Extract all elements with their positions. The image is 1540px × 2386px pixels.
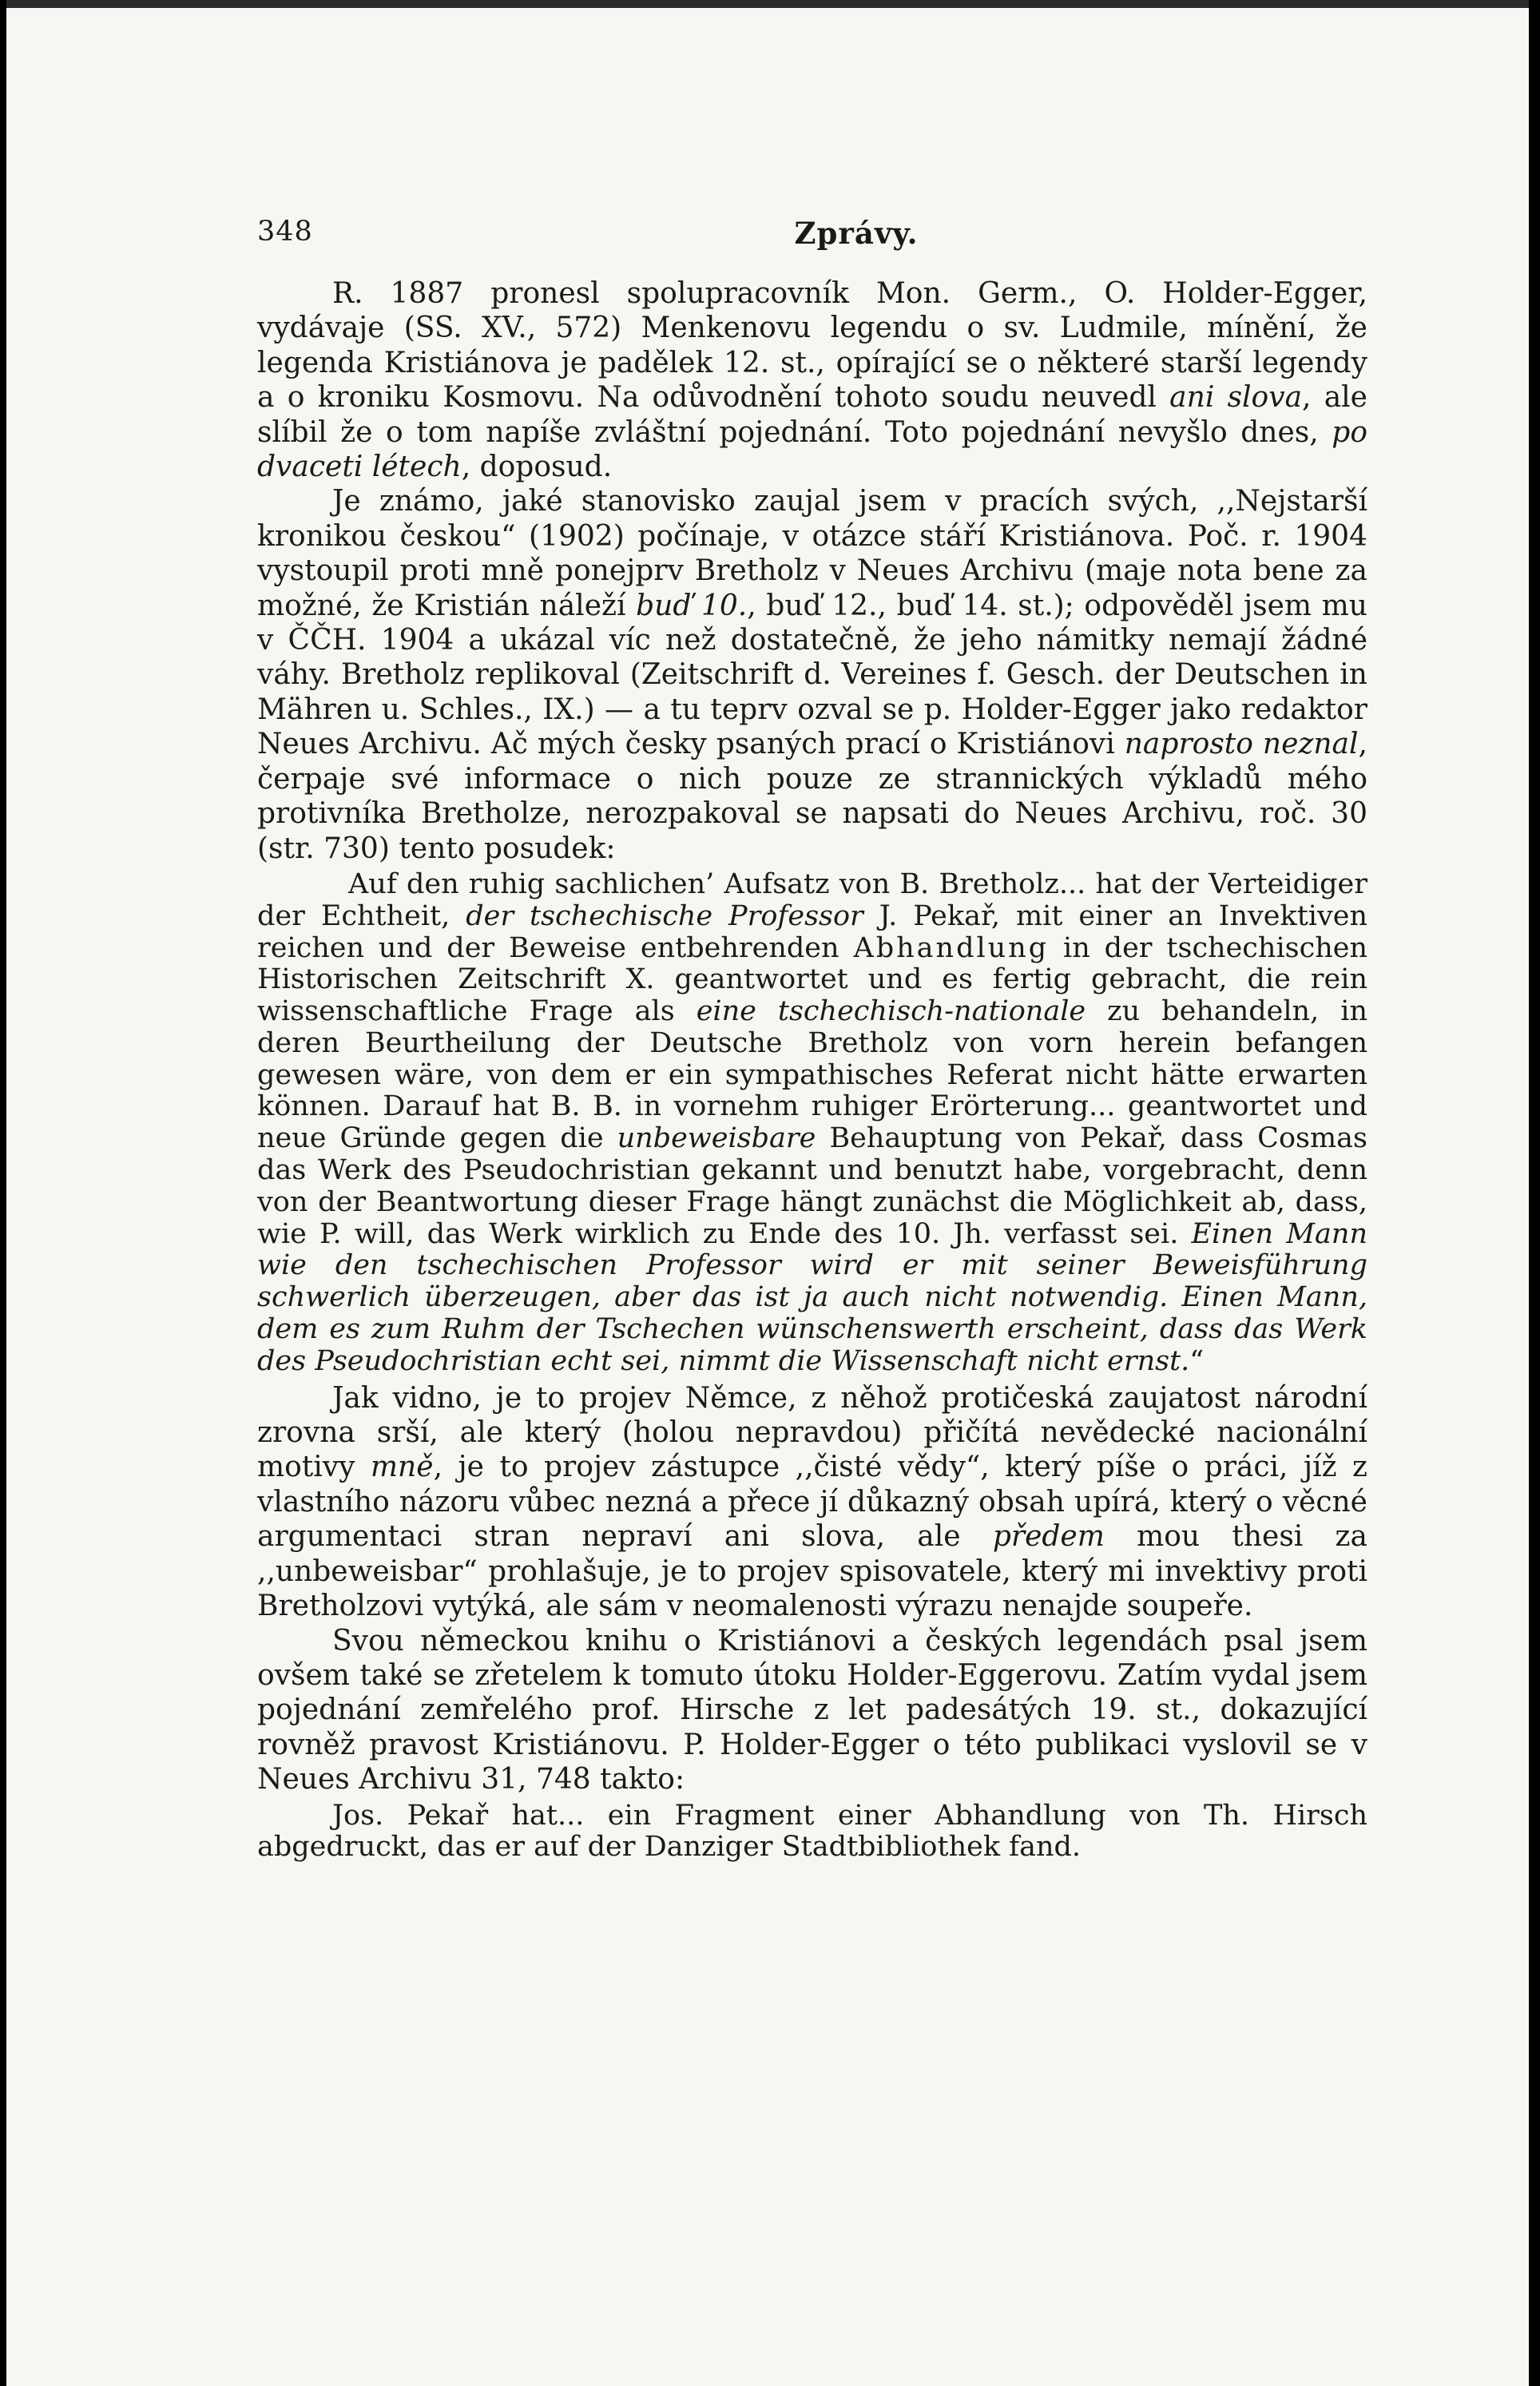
q1-text: Auf den ruhig sachlichen’ Aufsatz von B. Bretholz... hat der Verteidiger der Echtheit, (257, 867, 1367, 932)
paragraph-3 (257, 1381, 1367, 1624)
q1-text-4: zu behandeln, in deren Beurtheilung der Deutsche Bretholz von vorn herein befangen gewesen wäre, von dem er ein sympathisches Referat nicht hätte erwarten können. Darauf hat B. B. in vornehm ruhiger Erörterung... geantwortet und neue Gründe gegen die (257, 995, 1367, 1155)
running-title: Zprávy. (794, 216, 919, 251)
q1-emphasis-2: eine tschechisch-nationale (696, 995, 1086, 1028)
q1-spaced-word: Abhandlung (853, 931, 1050, 964)
page-number: 348 (257, 216, 313, 248)
q2-text: Jos. Pekař hat... ein Fragment einer Abhandlung von Th. Hirsch abgedruckt, das er auf der Danziger Stadtbibliothek fand. (257, 1799, 1367, 1864)
body-text (257, 276, 1367, 1864)
p4-text: Svou německou knihu o Kristiánovi a českých legendách psal jsem ovšem také se zřetelem k tomuto útoku Holder-Eggerovu. Zatím vydal jsem pojednání zemřelého prof. Hirsche z let padesátých 19. st., dokazující rovněž pravost Kristiánovu. P. Holder-Egger o této publikaci vyslovil se v Neues Archivu 31, 748 takto: (257, 1624, 1367, 1796)
german-quote-2 (257, 1800, 1367, 1864)
p3-text-3: mou thesi za ,,unbeweisbar“ prohlašuje, je to projev spisovatele, který mi invektivy proti Bretholzovi vytýká, ale sám v neomalenosti výrazu nenajde soupeře. (257, 1520, 1367, 1623)
p1-emphasis-2: po dvaceti létech (257, 415, 1367, 484)
q1-text-2: J. Pekař, mit einer an Invektiven reichen und der Beweise entbehrenden (257, 899, 1367, 964)
p3-text-2: , je to projev zástupce ,,čisté vědy“, který píše o práci, jíž z vlastního názoru vůbec nezná a přece jí důkazný obsah upírá, který o věcné argumentaci stran nepraví ani slova, ale (257, 1451, 1367, 1554)
p2-emphasis-2: naprosto neznal (1124, 728, 1359, 761)
p3-emphasis-2: předem (992, 1520, 1105, 1554)
p2-text-2: , buď 12., buď 14. st.); odpověděl jsem mu v ČČH. 1904 a ukázal víc než dostatečně, že jeho námitky nemají žádné váhy. Bretholz replikoval (Zeitschrift d. Vereines f. Gesch. der Deutschen in Mähren u. Schles., IX.) — a tu teprv ozval se p. Holder-Egger jako redaktor Neues Archivu. Ač mých česky psaných prací o Kristiánovi (257, 589, 1367, 761)
paragraph-1 (257, 276, 1367, 484)
paragraph-4 (257, 1624, 1367, 1797)
p2-text: Je známo, jaké stanovisko zaujal jsem v pracích svých, ,,Nejstarší kronikou českou“ (1902) počínaje, v otázce stáří Kristiánova. Poč. r. 1904 vystoupil proti mně ponejprv Bretholz v Neues Archivu (maje nota bene za možné, že Kristián náleží (257, 485, 1367, 622)
scanned-page (6, 0, 1529, 2386)
p1-text-2: , ale slíbil že o tom napíše zvláštní pojednání. Toto pojednání nevyšlo dnes, (257, 381, 1367, 449)
p2-emphasis-1: buď 10. (636, 589, 748, 622)
p3-text: Jak vidno, je to projev Němce, z něhož protičeská zaujatost národní zrovna srší, ale který (holou nepravdou) přičítá nevědecké nacionální motivy (257, 1381, 1367, 1484)
page-header (257, 216, 1375, 256)
q1-emphasis-3: unbeweisbare (617, 1122, 816, 1155)
p1-emphasis-1: ani slova (1169, 381, 1303, 415)
q1-emphasis-1: der tschechische Professor (466, 899, 863, 932)
p3-emphasis-1: mně (370, 1451, 434, 1484)
p1-text-3: , doposud. (461, 451, 613, 484)
german-quote-1 (257, 869, 1367, 1378)
q1-closing-quote: “ (1189, 1344, 1205, 1377)
q1-text-5: Behauptung von Pekař, dass Cosmas das Werk des Pseudochristian gekannt und benutzt habe, vorgebracht, denn von der Beantwortung dieser Frage hängt zunächst die Möglichkeit ab, dass, wie P. will, das Werk wirklich zu Ende des 10. Jh. verfasst sei. (257, 1122, 1367, 1250)
p2-text-3: , čerpaje své informace o nich pouze ze strannických výkladů mého protivníka Bretholze, nerozpakoval se napsati do Neues Archivu, roč. 30 (str. 730) tento posudek: (257, 728, 1367, 865)
q1-text-3: in der tschechischen Historischen Zeitschrift X. geantwortet und es fertig gebracht, die rein wissenschaftliche Frage als (257, 931, 1367, 1028)
page-top-edge (6, 0, 1529, 8)
q1-emphasis-4: Einen Mann wie den tschechischen Professor wird er mit seiner Beweisführung schwerlich überzeugen, aber das ist ja auch nicht notwendig. Einen Mann, dem es zum Ruhm der Tschechen wünschenswerth erscheint, dass das Werk des Pseudochristian echt sei, nimmt die Wissenschaft nicht ernst. (257, 1217, 1367, 1377)
p1-text: R. 1887 pronesl spolupracovník Mon. Germ., O. Holder-Egger, vydávaje (SS. XV., 572) Menkenovu legendu o sv. Ludmile, mínění, že legenda Kristiánova je padělek 12. st., opírající se o některé starší legendy a o kroniku Kosmovu. Na odůvodnění tohoto soudu neuvedl (257, 277, 1367, 415)
paragraph-2 (257, 484, 1367, 865)
